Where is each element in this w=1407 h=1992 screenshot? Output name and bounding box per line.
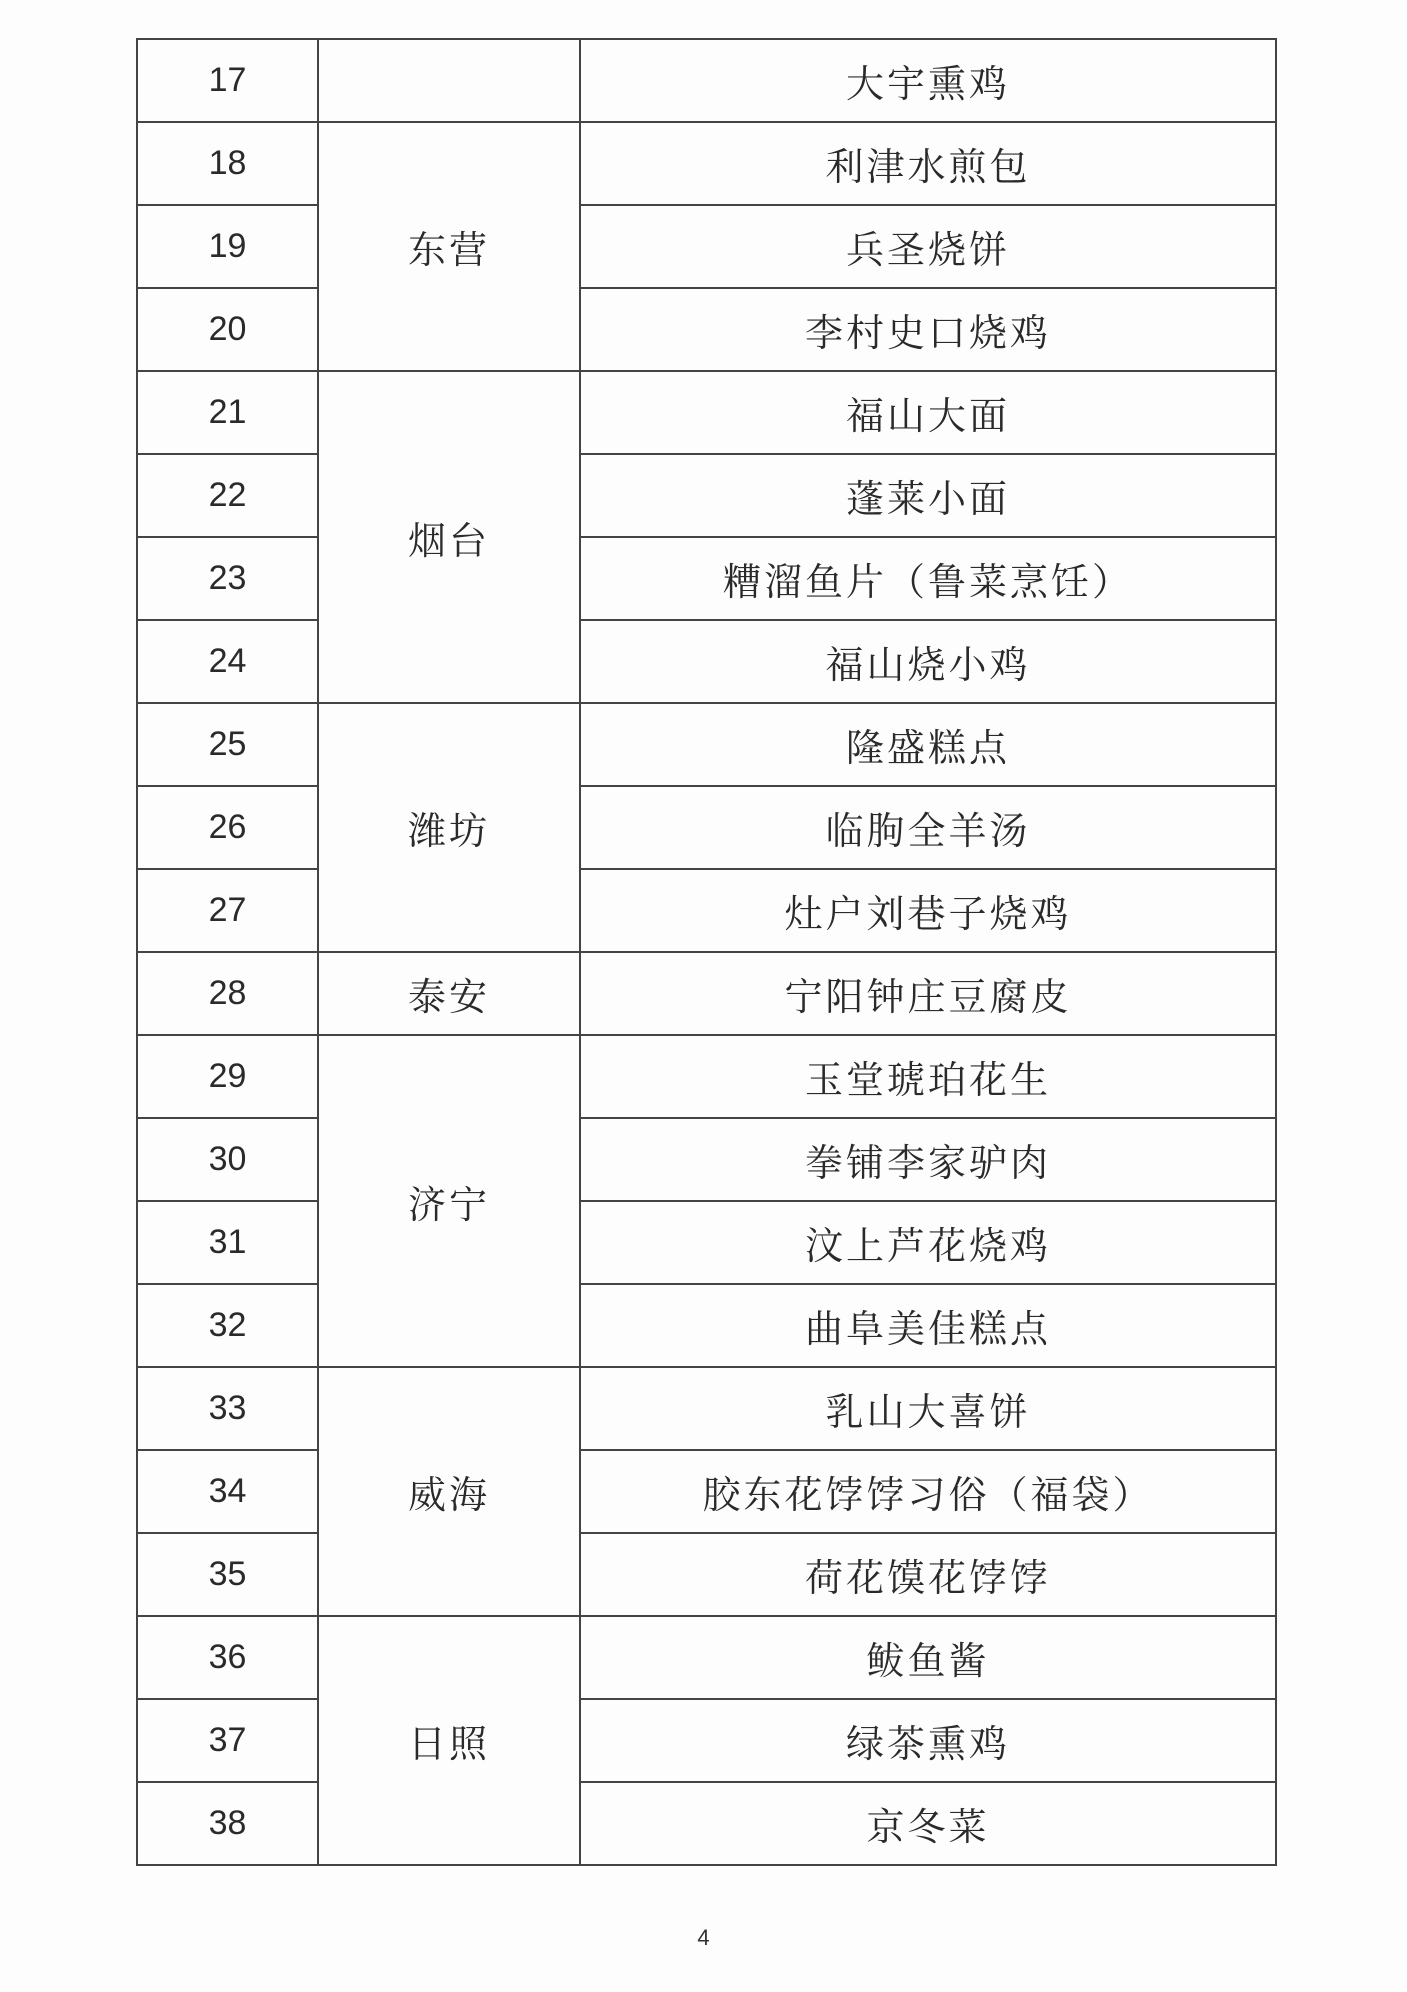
item-name-cell: 大宇熏鸡 xyxy=(580,39,1276,122)
city-cell: 日照 xyxy=(318,1616,580,1865)
item-name-cell: 利津水煎包 xyxy=(580,122,1276,205)
table-row xyxy=(137,537,1276,620)
table-row xyxy=(137,1533,1276,1616)
table-row xyxy=(137,1035,1276,1118)
item-name-cell: 乳山大喜饼 xyxy=(580,1367,1276,1450)
item-name-cell: 汶上芦花烧鸡 xyxy=(580,1201,1276,1284)
item-name-cell: 绿茶熏鸡 xyxy=(580,1699,1276,1782)
item-name-cell: 宁阳钟庄豆腐皮 xyxy=(580,952,1276,1035)
row-number: 30 xyxy=(137,1118,318,1201)
item-name-cell: 京冬菜 xyxy=(580,1782,1276,1865)
city-cell xyxy=(318,39,580,122)
city-cell: 潍坊 xyxy=(318,703,580,952)
table-row xyxy=(137,1699,1276,1782)
item-name-cell: 玉堂琥珀花生 xyxy=(580,1035,1276,1118)
city-cell: 威海 xyxy=(318,1367,580,1616)
item-name-cell: 临朐全羊汤 xyxy=(580,786,1276,869)
row-number: 27 xyxy=(137,869,318,952)
table-row xyxy=(137,205,1276,288)
row-number: 36 xyxy=(137,1616,318,1699)
row-number: 23 xyxy=(137,537,318,620)
item-name-cell: 糟溜鱼片（鲁菜烹饪） xyxy=(580,537,1276,620)
row-number: 22 xyxy=(137,454,318,537)
table-row xyxy=(137,1367,1276,1450)
table-row xyxy=(137,371,1276,454)
row-number: 28 xyxy=(137,952,318,1035)
item-name-cell: 蓬莱小面 xyxy=(580,454,1276,537)
row-number: 32 xyxy=(137,1284,318,1367)
row-number: 25 xyxy=(137,703,318,786)
heritage-food-table xyxy=(136,38,1277,1866)
item-name-cell: 鲅鱼酱 xyxy=(580,1616,1276,1699)
page-number: 4 xyxy=(697,1925,710,1950)
table-row xyxy=(137,39,1276,122)
table-row xyxy=(137,288,1276,371)
row-number: 29 xyxy=(137,1035,318,1118)
item-name-cell: 隆盛糕点 xyxy=(580,703,1276,786)
item-name-cell: 福山烧小鸡 xyxy=(580,620,1276,703)
city-cell: 烟台 xyxy=(318,371,580,703)
row-number: 26 xyxy=(137,786,318,869)
table-row xyxy=(137,786,1276,869)
row-number: 35 xyxy=(137,1533,318,1616)
row-number: 24 xyxy=(137,620,318,703)
row-number: 21 xyxy=(137,371,318,454)
table-row xyxy=(137,1450,1276,1533)
row-number: 33 xyxy=(137,1367,318,1450)
table-row xyxy=(137,1616,1276,1699)
item-name-cell: 荷花馍花饽饽 xyxy=(580,1533,1276,1616)
table-row xyxy=(137,122,1276,205)
table-row xyxy=(137,454,1276,537)
city-cell: 济宁 xyxy=(318,1035,580,1367)
item-name-cell: 灶户刘巷子烧鸡 xyxy=(580,869,1276,952)
item-name-cell: 胶东花饽饽习俗（福袋） xyxy=(580,1450,1276,1533)
table-row xyxy=(137,869,1276,952)
item-name-cell: 曲阜美佳糕点 xyxy=(580,1284,1276,1367)
row-number: 34 xyxy=(137,1450,318,1533)
row-number: 20 xyxy=(137,288,318,371)
table-body xyxy=(137,39,1276,1865)
row-number: 37 xyxy=(137,1699,318,1782)
row-number: 19 xyxy=(137,205,318,288)
item-name-cell: 福山大面 xyxy=(580,371,1276,454)
city-cell: 东营 xyxy=(318,122,580,371)
table-row xyxy=(137,1782,1276,1865)
table-row xyxy=(137,703,1276,786)
row-number: 17 xyxy=(137,39,318,122)
table-row xyxy=(137,1284,1276,1367)
table-row xyxy=(137,1118,1276,1201)
row-number: 18 xyxy=(137,122,318,205)
item-name-cell: 李村史口烧鸡 xyxy=(580,288,1276,371)
table-row xyxy=(137,620,1276,703)
row-number: 38 xyxy=(137,1782,318,1865)
row-number: 31 xyxy=(137,1201,318,1284)
table-row xyxy=(137,1201,1276,1284)
table-row xyxy=(137,952,1276,1035)
city-cell: 泰安 xyxy=(318,952,580,1035)
item-name-cell: 拳铺李家驴肉 xyxy=(580,1118,1276,1201)
item-name-cell: 兵圣烧饼 xyxy=(580,205,1276,288)
